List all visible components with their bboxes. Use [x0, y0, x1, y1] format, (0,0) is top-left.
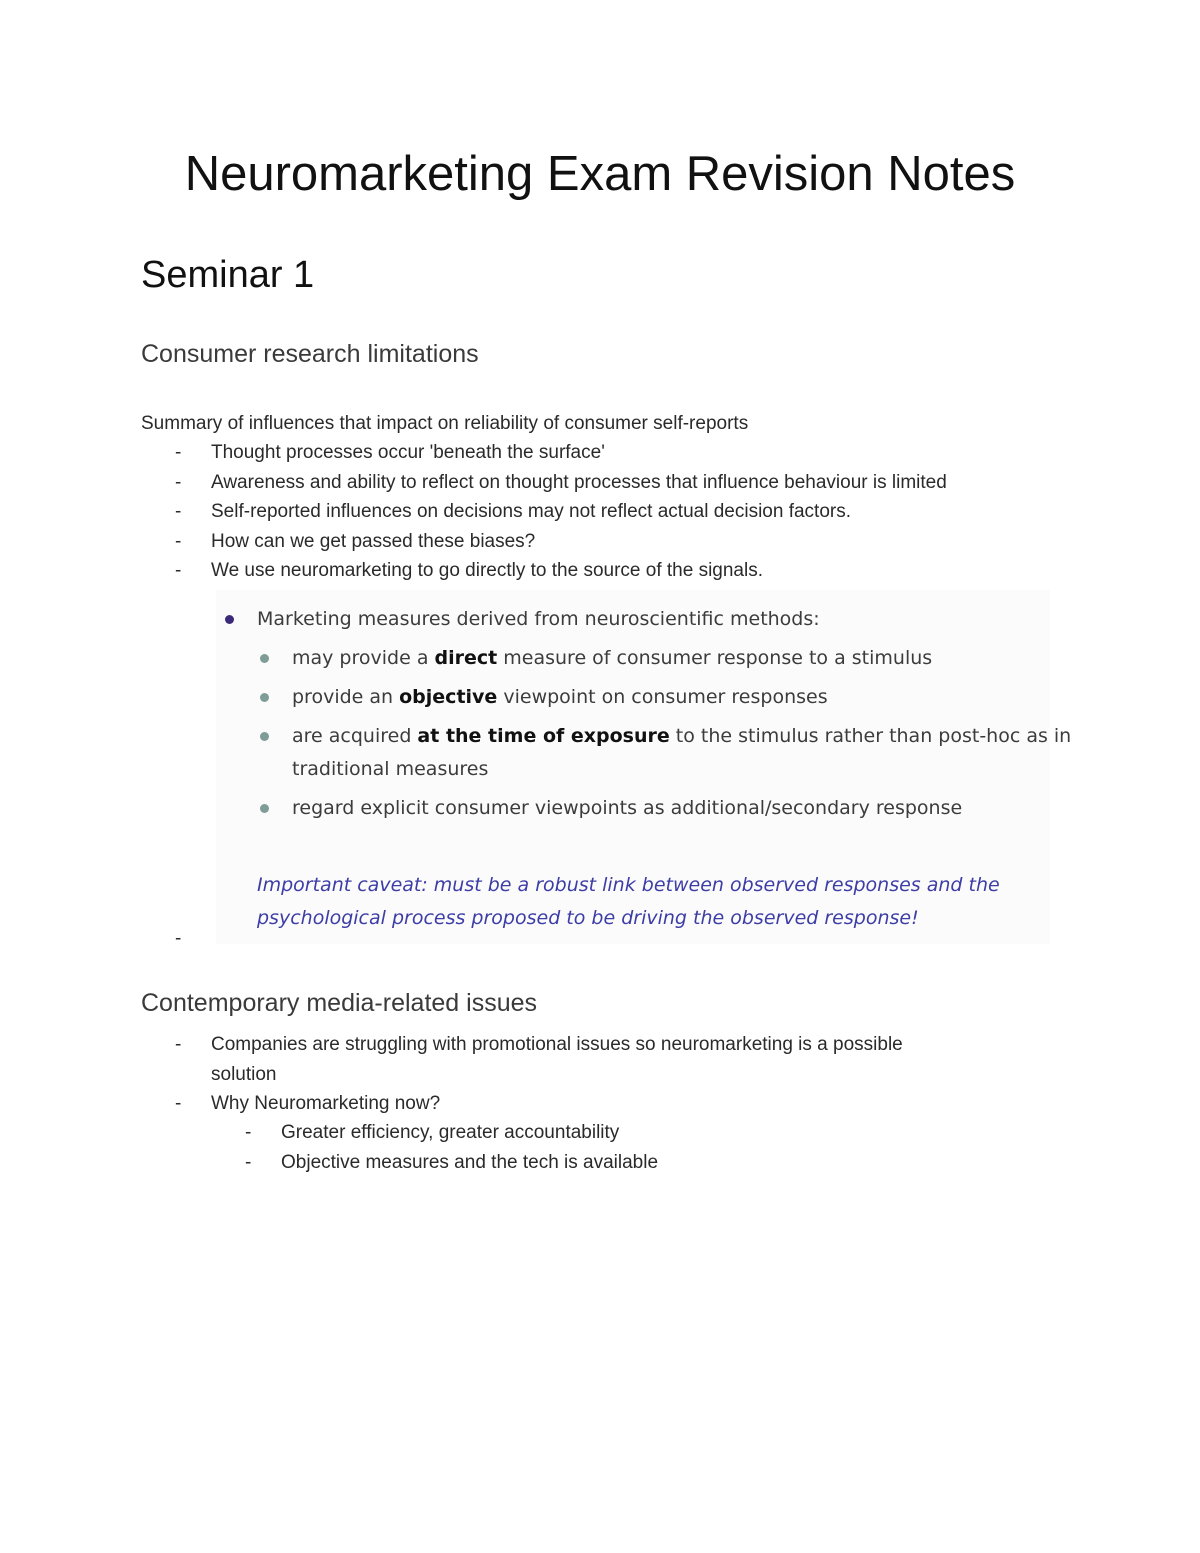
dash-marker: -: [175, 501, 182, 522]
empty-list-dash: -: [175, 928, 182, 949]
list-item: - Why Neuromarketing now?: [141, 1089, 1061, 1119]
document-title: Neuromarketing Exam Revision Notes: [184, 147, 1016, 201]
why-now-sublist: [211, 1118, 1051, 1177]
dash-marker: -: [175, 442, 182, 463]
limitations-list: [141, 438, 1061, 586]
media-issues-list: [141, 1030, 1061, 1119]
bullet-icon: [260, 693, 269, 702]
slide-bullet-exposure: are acquired at the time of exposure to the stimulus rather than post-hoc as in: [292, 725, 1072, 747]
list-item: - Companies are struggling with promotional issues so neuromarketing is a possible solution: [141, 1030, 1061, 1089]
bullet-icon: [260, 732, 269, 741]
slide-bullet-explicit: regard explicit consumer viewpoints as additional/secondary response: [292, 797, 963, 819]
section-heading-media-issues: Contemporary media-related issues: [141, 989, 538, 1017]
section-heading-consumer-research: Consumer research limitations: [141, 340, 479, 368]
bullet-icon: [225, 615, 234, 624]
slide-bullet-direct: may provide a direct measure of consumer response to a stimulus: [292, 647, 933, 669]
dash-marker: -: [175, 560, 182, 581]
seminar-heading: Seminar 1: [141, 254, 315, 296]
embedded-slide-image: [216, 590, 1072, 944]
slide-caveat-line-2: psychological process proposed to be driving the observed response!: [257, 907, 919, 929]
dash-marker: -: [175, 471, 182, 493]
list-item: - How can we get passed these biases?: [141, 527, 1061, 557]
list-item: - Self-reported influences on decisions may not reflect actual decision factors.: [141, 497, 1061, 527]
slide-main-bullet: Marketing measures derived from neuroscientific methods:: [257, 608, 820, 630]
dash-marker: -: [175, 1093, 182, 1114]
slide-bullet-exposure-cont: traditional measures: [292, 758, 489, 780]
list-item: - Awareness and ability to reflect on thought processes that influence behaviour is limited: [141, 468, 1061, 498]
slide-caveat-line-1: Important caveat: must be a robust link between observed responses and the: [257, 874, 1000, 896]
dash-marker: -: [175, 530, 182, 552]
bullet-icon: [260, 654, 269, 663]
list-item: - Greater efficiency, greater accountability: [211, 1118, 1051, 1148]
slide-bullet-objective: provide an objective viewpoint on consumer responses: [292, 686, 828, 708]
dash-marker: -: [245, 1151, 252, 1173]
dash-marker: -: [245, 1122, 252, 1143]
list-item: - Objective measures and the tech is available: [211, 1148, 1051, 1178]
list-item: - Thought processes occur 'beneath the surface': [141, 438, 1061, 468]
dash-marker: -: [175, 1034, 182, 1055]
bullet-icon: [260, 804, 269, 813]
section-intro: Summary of influences that impact on reliability of consumer self-reports: [141, 413, 749, 434]
list-item: - We use neuromarketing to go directly to the source of the signals.: [141, 556, 1061, 586]
